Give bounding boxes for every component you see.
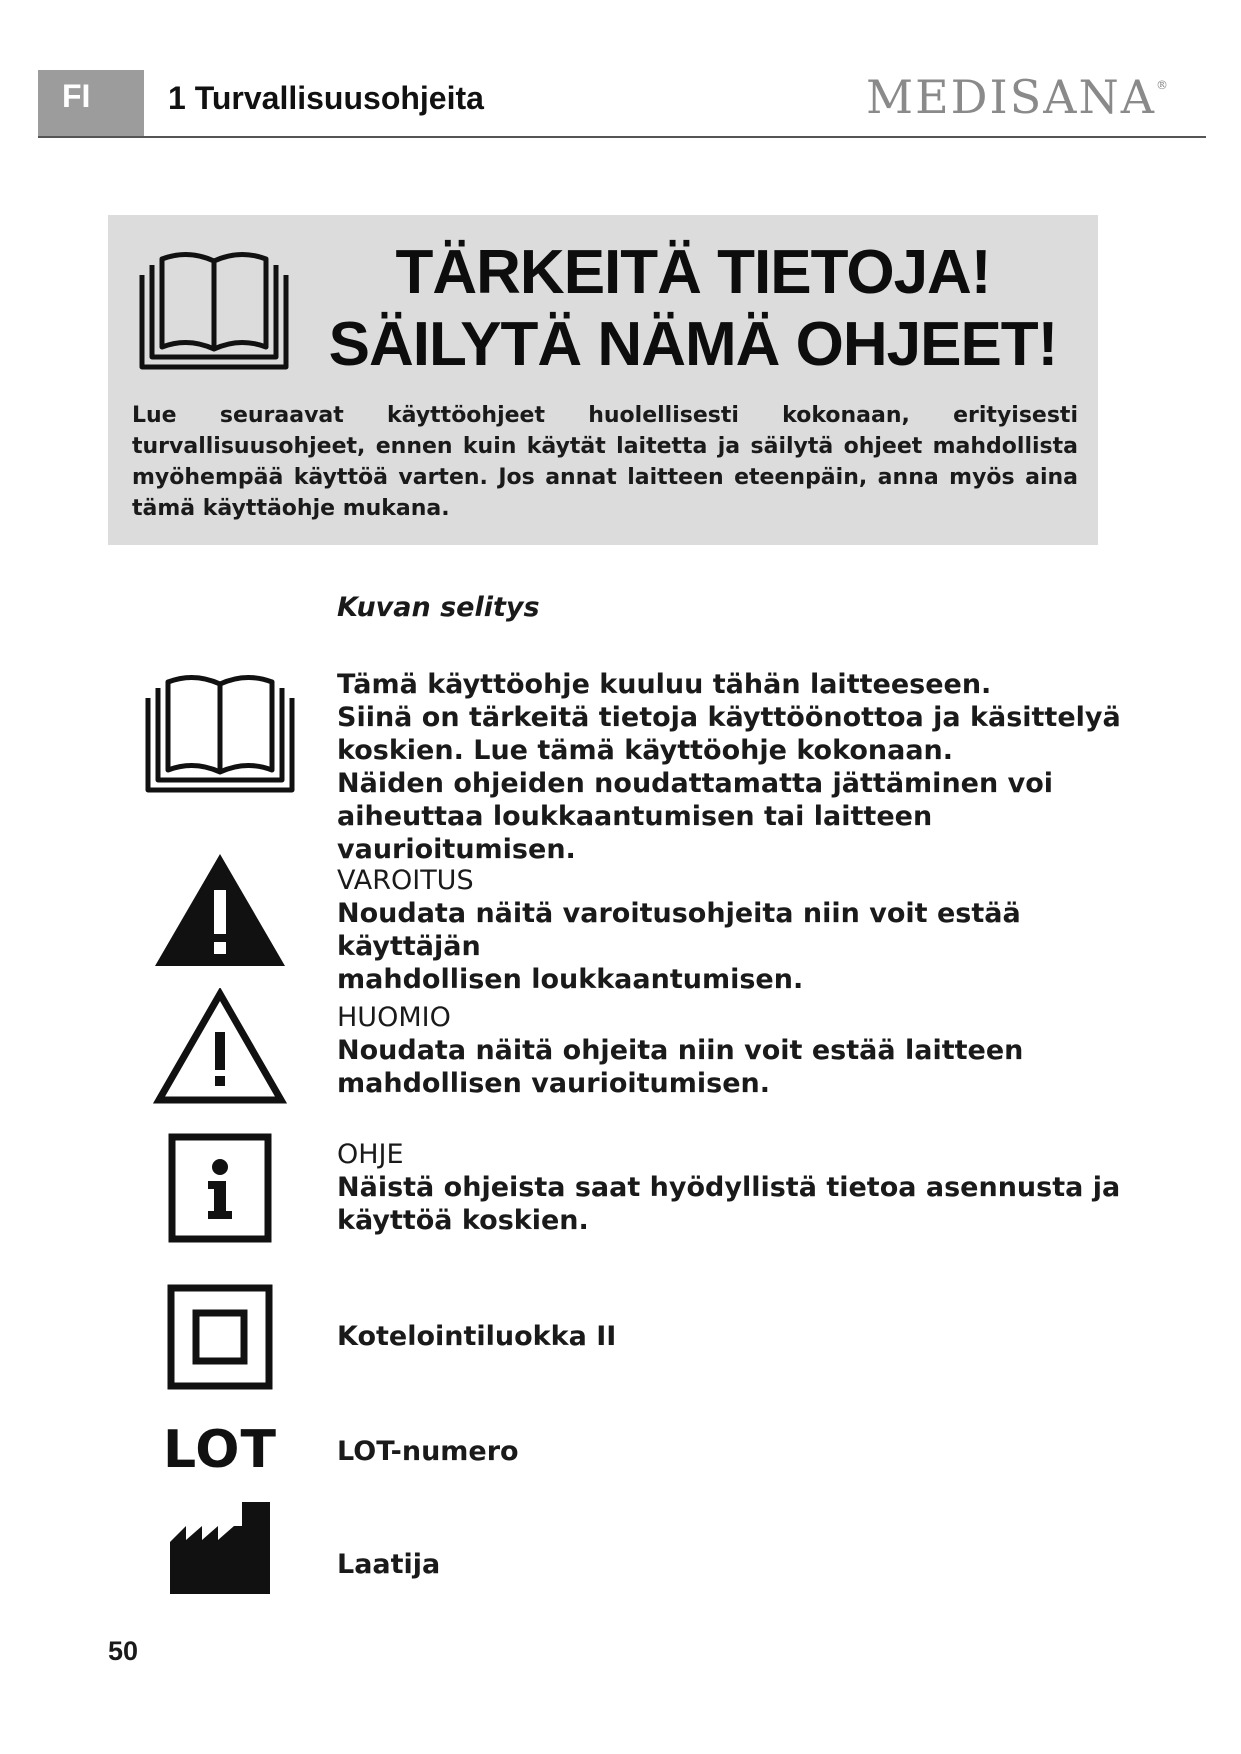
notice-body-text: Lue seuraavat käyttöohjeet huolellisesti kokonaan, erityisesti turvallisuusohjeet, ennen kuin käytät laitetta ja säilytä ohjeet mahdollista myöhempää käyttöä varten. Jos annat laitteen eteenpäin, anna myös aina tämä käyttäohje mukana.	[132, 403, 1078, 521]
brand-name: MEDISANA	[866, 70, 1156, 124]
legend-item-line: Laatija	[337, 1549, 441, 1580]
language-tab: FI	[38, 70, 144, 136]
legend-item-class-ii	[337, 1320, 1137, 1353]
notice-heading-line-1: TÄRKEITÄ TIETOJA!	[395, 238, 991, 307]
legend-item-manufacturer	[337, 1548, 1137, 1581]
legend-item-line: Noudata näitä varoitusohjeita niin voit estää käyttäjän	[337, 898, 1021, 962]
info-box-icon	[168, 1133, 272, 1243]
lot-icon: LOT	[163, 1420, 277, 1480]
manufacturer-factory-icon	[168, 1500, 272, 1596]
legend-symbol-book	[140, 668, 300, 796]
important-notice-box	[108, 215, 1098, 545]
warning-filled-triangle-icon	[153, 852, 287, 970]
registered-mark: ®	[1155, 78, 1170, 92]
header-divider	[38, 136, 1206, 138]
legend-symbol-lot	[140, 1420, 300, 1480]
notice-heading	[308, 237, 1078, 381]
legend-item-warning	[337, 864, 1137, 996]
legend-item-caution	[337, 1001, 1137, 1100]
caution-label: HUOMIO	[337, 1002, 451, 1033]
legend-item-line: Kotelointiluokka II	[337, 1321, 617, 1352]
legend-symbol-manufacturer	[140, 1500, 300, 1596]
page-number: 50	[108, 1636, 139, 1666]
legend-item-line: Noudata näitä ohjeita niin voit estää laitteen	[337, 1035, 1024, 1066]
legend-item-manual	[337, 668, 1137, 866]
section-title: 1 Turvallisuusohjeita	[168, 80, 484, 116]
notice-heading-line-2: SÄILYTÄ NÄMÄ OHJEET!	[328, 310, 1058, 379]
info-label: OHJE	[337, 1139, 404, 1170]
legend-item-line: Siinä on tärkeitä tietoja käyttöönottoa ja käsittelyä	[337, 702, 1121, 733]
open-book-icon	[144, 668, 296, 796]
legend-symbol-caution	[140, 988, 300, 1106]
legend-item-line: mahdollisen loukkaantumisen.	[337, 964, 804, 995]
warning-label: VAROITUS	[337, 865, 474, 896]
legend-item-line: Näistä ohjeista saat hyödyllistä tietoa asennusta ja	[337, 1172, 1121, 1203]
legend-symbol-info	[140, 1133, 300, 1243]
legend-item-line: Näiden ohjeiden noudattamatta jättäminen voi	[337, 768, 1054, 799]
legend-item-line: aiheuttaa loukkaantumisen tai laitteen vaurioitumisen.	[337, 801, 933, 865]
caution-outline-triangle-icon	[153, 988, 287, 1106]
legend-item-line: Tämä käyttöohje kuuluu tähän laitteeseen.	[337, 669, 992, 700]
legend-item-info	[337, 1138, 1137, 1237]
legend-title: Kuvan selitys	[337, 592, 540, 623]
legend-item-lot	[337, 1435, 1137, 1468]
class-ii-double-square-icon	[167, 1284, 273, 1390]
open-book-icon	[138, 245, 290, 373]
brand-logo	[866, 70, 1170, 124]
legend-item-line: koskien. Lue tämä käyttöohje kokonaan.	[337, 735, 954, 766]
legend-symbol-class-ii	[140, 1284, 300, 1390]
legend-item-line: mahdollisen vaurioitumisen.	[337, 1068, 771, 1099]
legend-item-line: LOT-numero	[337, 1436, 519, 1467]
legend-item-line: käyttöä koskien.	[337, 1205, 589, 1236]
legend-symbol-warning	[140, 852, 300, 970]
